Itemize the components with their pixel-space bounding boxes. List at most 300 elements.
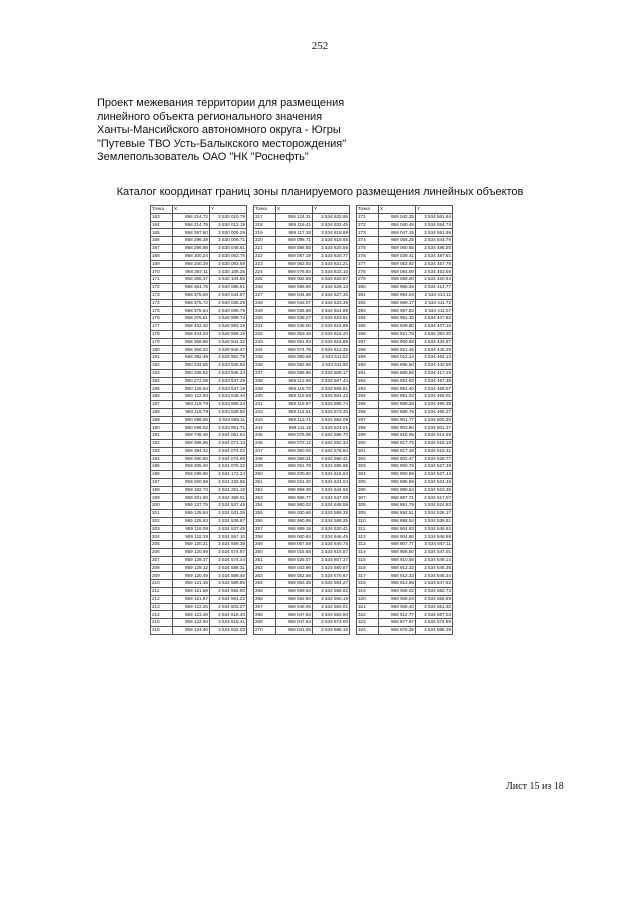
point-cell: 166 bbox=[151, 237, 173, 245]
y-cell: 3 534 071.13 bbox=[210, 439, 247, 447]
point-cell: 252 bbox=[254, 486, 276, 494]
y-cell: 3 534 574.97 bbox=[210, 549, 247, 557]
x-cell: 958 375.51 bbox=[173, 315, 210, 323]
x-cell: 959 118.08 bbox=[173, 525, 210, 533]
coordinate-table bbox=[150, 205, 247, 635]
table-row bbox=[254, 268, 350, 276]
x-cell: 959 039.41 bbox=[379, 252, 416, 260]
table-row bbox=[151, 595, 247, 603]
x-cell: 960 233.85 bbox=[173, 361, 210, 369]
x-cell: 958 913.65 bbox=[379, 580, 416, 588]
y-cell: 3 534 514.59 bbox=[416, 432, 453, 440]
point-cell: 291 bbox=[357, 369, 379, 377]
table-row bbox=[254, 229, 350, 237]
point-cell: 274 bbox=[357, 237, 379, 245]
y-cell: 3 534 578.84 bbox=[313, 447, 350, 455]
x-cell: 958 912.33 bbox=[379, 564, 416, 572]
x-cell: 959 006.04 bbox=[379, 595, 416, 603]
point-cell: 258 bbox=[254, 533, 276, 541]
x-cell: 958 356.32 bbox=[173, 346, 210, 354]
table-row bbox=[151, 330, 247, 338]
y-cell: 3 534 615.89 bbox=[313, 338, 350, 346]
y-cell: 3 534 232.85 bbox=[210, 478, 247, 486]
table-row bbox=[357, 377, 453, 385]
y-cell: 3 534 445.29 bbox=[416, 346, 453, 354]
x-cell: 958 452.32 bbox=[173, 322, 210, 330]
y-cell: 3 530 010.79 bbox=[210, 213, 247, 221]
y-cell: 3 533 647.19 bbox=[210, 385, 247, 393]
x-cell: 960 236.52 bbox=[173, 369, 210, 377]
table-row bbox=[357, 619, 453, 627]
y-cell: 3 524 590.87 bbox=[313, 564, 350, 572]
point-cell: 289 bbox=[357, 354, 379, 362]
point-cell: 316 bbox=[357, 564, 379, 572]
x-cell: 958 916.05 bbox=[379, 432, 416, 440]
point-cell: 230 bbox=[254, 315, 276, 323]
x-cell: 960 119.79 bbox=[173, 400, 210, 408]
point-cell: 242 bbox=[254, 408, 276, 416]
x-cell: 958 921.78 bbox=[379, 330, 416, 338]
y-cell: 3 534 547.11 bbox=[416, 541, 453, 549]
y-cell: 3 534 557.10 bbox=[210, 533, 247, 541]
table-row bbox=[254, 276, 350, 284]
y-cell: 3 530 063.76 bbox=[210, 252, 247, 260]
point-cell: 310 bbox=[357, 517, 379, 525]
y-cell: 3 534 411.07 bbox=[416, 307, 453, 315]
x-cell: 958 965.39 bbox=[379, 283, 416, 291]
x-cell: 959 124.31 bbox=[276, 213, 313, 221]
y-cell: 3 534 618.88 bbox=[313, 229, 350, 237]
y-cell: 3 534 616.20 bbox=[313, 330, 350, 338]
y-cell: 3 534 523.35 bbox=[416, 486, 453, 494]
table-row bbox=[151, 299, 247, 307]
table-row bbox=[151, 432, 247, 440]
point-cell: 195 bbox=[151, 463, 173, 471]
table-row bbox=[357, 432, 453, 440]
point-cell: 163 bbox=[151, 213, 173, 221]
table-row bbox=[357, 424, 453, 432]
point-cell: 175 bbox=[151, 307, 173, 315]
x-cell: 958 904.86 bbox=[379, 533, 416, 541]
y-cell: 3 534 393.20 bbox=[416, 330, 453, 338]
y-cell: 3 534 500.30 bbox=[416, 416, 453, 424]
y-cell: 3 534 074.69 bbox=[210, 455, 247, 463]
table-row bbox=[254, 525, 350, 533]
table-header-row bbox=[254, 206, 350, 214]
point-cell: 264 bbox=[254, 580, 276, 588]
table-row bbox=[151, 603, 247, 611]
x-cell: 959 049.05 bbox=[276, 603, 313, 611]
x-cell: 959 053.48 bbox=[276, 330, 313, 338]
x-cell: 959 129.12 bbox=[173, 564, 210, 572]
point-cell: 213 bbox=[151, 603, 173, 611]
table-row bbox=[254, 471, 350, 479]
y-cell: 3 534 551.30 bbox=[416, 603, 453, 611]
y-cell: 3 534 615.57 bbox=[313, 549, 350, 557]
point-cell: 259 bbox=[254, 541, 276, 549]
y-cell: 3 534 632.03 bbox=[210, 627, 247, 635]
point-cell: 188 bbox=[151, 408, 173, 416]
table-row bbox=[254, 354, 350, 362]
table-row bbox=[254, 291, 350, 299]
point-cell: 223 bbox=[254, 260, 276, 268]
point-cell: 314 bbox=[357, 549, 379, 557]
y-cell: 3 534 535.67 bbox=[210, 517, 247, 525]
x-cell: 959 036.58 bbox=[276, 307, 313, 315]
table-row bbox=[357, 517, 453, 525]
table-row bbox=[151, 502, 247, 510]
y-cell: 3 534 618.41 bbox=[210, 619, 247, 627]
y-cell: 3 530 044.97 bbox=[210, 291, 247, 299]
point-cell: 250 bbox=[254, 471, 276, 479]
point-cell: 256 bbox=[254, 517, 276, 525]
x-cell: 959 122.94 bbox=[173, 619, 210, 627]
x-cell: 959 067.59 bbox=[276, 541, 313, 549]
table-header-row bbox=[357, 206, 453, 214]
x-cell: 959 056.25 bbox=[379, 237, 416, 245]
table-row bbox=[151, 385, 247, 393]
y-cell: 3 530 028.29 bbox=[210, 299, 247, 307]
table-row bbox=[254, 283, 350, 291]
point-cell: 218 bbox=[254, 221, 276, 229]
point-cell: 225 bbox=[254, 276, 276, 284]
table-row bbox=[151, 393, 247, 401]
table-row bbox=[357, 447, 453, 455]
x-cell: 959 394.42 bbox=[173, 447, 210, 455]
point-cell: 294 bbox=[357, 393, 379, 401]
table-row bbox=[357, 307, 453, 315]
point-cell: 269 bbox=[254, 619, 276, 627]
point-cell: 303 bbox=[357, 463, 379, 471]
point-cell: 169 bbox=[151, 260, 173, 268]
point-cell: 319 bbox=[357, 588, 379, 596]
point-cell: 239 bbox=[254, 385, 276, 393]
y-cell: 3 534 524.46 bbox=[416, 478, 453, 486]
table-row bbox=[357, 315, 453, 323]
point-cell: 320 bbox=[357, 595, 379, 603]
y-cell: 3 534 589.40 bbox=[210, 572, 247, 580]
table-row bbox=[151, 322, 247, 330]
x-cell: 959 052.68 bbox=[276, 572, 313, 580]
y-cell: 3 534 574.89 bbox=[416, 619, 453, 627]
point-cell: 196 bbox=[151, 471, 173, 479]
table-row bbox=[254, 502, 350, 510]
point-cell: 206 bbox=[151, 549, 173, 557]
x-cell: 959 044.68 bbox=[276, 291, 313, 299]
y-cell: 3 530 105.26 bbox=[210, 268, 247, 276]
column-header: X bbox=[173, 206, 210, 214]
y-cell: 3 534 595.95 bbox=[313, 463, 350, 471]
x-cell: 959 125.63 bbox=[173, 517, 210, 525]
x-cell: 959 072.12 bbox=[276, 439, 313, 447]
table-row bbox=[254, 549, 350, 557]
x-cell: 958 912.77 bbox=[379, 611, 416, 619]
y-cell: 3 534 251.18 bbox=[210, 486, 247, 494]
table-row bbox=[254, 627, 350, 635]
x-cell: 959 062.59 bbox=[276, 276, 313, 284]
table-row bbox=[254, 416, 350, 424]
table-row bbox=[254, 455, 350, 463]
point-cell: 317 bbox=[357, 572, 379, 580]
table-row bbox=[357, 330, 453, 338]
y-cell: 3 530 093.69 bbox=[210, 260, 247, 268]
y-cell: 3 534 588.29 bbox=[416, 627, 453, 635]
table-row bbox=[254, 330, 350, 338]
table-row bbox=[357, 580, 453, 588]
x-cell: 958 387.11 bbox=[173, 268, 210, 276]
y-cell: 3 534 570.67 bbox=[313, 572, 350, 580]
table-row bbox=[151, 400, 247, 408]
point-cell: 290 bbox=[357, 361, 379, 369]
x-cell: 958 888.28 bbox=[379, 400, 416, 408]
x-cell: 959 054.00 bbox=[379, 268, 416, 276]
y-cell: 3 534 554.74 bbox=[416, 221, 453, 229]
x-cell: 959 116.41 bbox=[276, 221, 313, 229]
point-cell: 202 bbox=[151, 517, 173, 525]
table-row bbox=[151, 369, 247, 377]
table-row bbox=[151, 572, 247, 580]
y-cell: 3 534 464.13 bbox=[416, 354, 453, 362]
x-cell: 959 063.38 bbox=[276, 580, 313, 588]
y-cell: 3 534 574.44 bbox=[210, 556, 247, 564]
table-row bbox=[357, 361, 453, 369]
point-cell: 170 bbox=[151, 268, 173, 276]
x-cell: 959 250.59 bbox=[173, 478, 210, 486]
point-cell: 261 bbox=[254, 556, 276, 564]
table-row bbox=[151, 533, 247, 541]
x-cell: 959 086.55 bbox=[276, 244, 313, 252]
point-cell: 173 bbox=[151, 291, 173, 299]
catalog-title: Каталог координат границ зоны планируемого размещения линейных объектов bbox=[116, 186, 524, 198]
y-cell: 3 534 564.27 bbox=[313, 580, 350, 588]
point-cell: 194 bbox=[151, 455, 173, 463]
y-cell: 3 534 569.39 bbox=[210, 541, 247, 549]
y-cell: 3 529 959.18 bbox=[210, 330, 247, 338]
point-cell: 217 bbox=[254, 213, 276, 221]
x-cell: 959 069.50 bbox=[379, 276, 416, 284]
table-row bbox=[357, 564, 453, 572]
table-row bbox=[151, 283, 247, 291]
point-cell: 318 bbox=[357, 580, 379, 588]
y-cell: 3 534 573.40 bbox=[313, 408, 350, 416]
y-cell: 3 533 636.66 bbox=[210, 361, 247, 369]
point-cell: 200 bbox=[151, 502, 173, 510]
table-row bbox=[254, 385, 350, 393]
x-cell: 958 891.79 bbox=[379, 502, 416, 510]
point-cell: 219 bbox=[254, 229, 276, 237]
y-cell: 3 534 589.85 bbox=[210, 580, 247, 588]
y-cell: 3 534 453.59 bbox=[416, 268, 453, 276]
x-cell: 959 076.92 bbox=[276, 268, 313, 276]
point-cell: 176 bbox=[151, 315, 173, 323]
y-cell: 3 534 075.32 bbox=[210, 463, 247, 471]
x-cell: 958 366.37 bbox=[173, 276, 210, 284]
point-cell: 198 bbox=[151, 486, 173, 494]
table-row bbox=[357, 346, 453, 354]
table-row bbox=[254, 408, 350, 416]
table-row bbox=[151, 517, 247, 525]
coordinate-table bbox=[253, 205, 350, 635]
table-row bbox=[357, 603, 453, 611]
point-cell: 268 bbox=[254, 611, 276, 619]
y-cell: 3 530 008.79 bbox=[210, 307, 247, 315]
y-cell: 3 534 537.49 bbox=[210, 502, 247, 510]
table-row bbox=[151, 564, 247, 572]
y-cell: 3 534 625.67 bbox=[313, 276, 350, 284]
point-cell: 174 bbox=[151, 299, 173, 307]
y-cell: 3 534 604.43 bbox=[313, 393, 350, 401]
column-header: Точка bbox=[151, 206, 173, 214]
header-line: Землепользователь ОАО "НК "Роснефть" bbox=[97, 151, 309, 163]
table-row bbox=[254, 486, 350, 494]
x-cell: 959 299.60 bbox=[173, 471, 210, 479]
table-row bbox=[151, 276, 247, 284]
y-cell: 3 534 646.45 bbox=[313, 533, 350, 541]
point-cell: 309 bbox=[357, 510, 379, 518]
y-cell: 3 534 546.98 bbox=[416, 533, 453, 541]
table-row bbox=[151, 377, 247, 385]
y-cell: 3 534 562.09 bbox=[313, 416, 350, 424]
point-cell: 302 bbox=[357, 455, 379, 463]
y-cell: 3 534 624.04 bbox=[313, 478, 350, 486]
y-cell: 3 534 524.83 bbox=[416, 502, 453, 510]
y-cell: 3 534 609.17 bbox=[313, 369, 350, 377]
x-cell: 960 098.06 bbox=[173, 416, 210, 424]
point-cell: 171 bbox=[151, 276, 173, 284]
x-cell: 960 122.93 bbox=[173, 393, 210, 401]
table-row bbox=[254, 237, 350, 245]
x-cell: 959 042.25 bbox=[379, 213, 416, 221]
table-row bbox=[254, 346, 350, 354]
point-cell: 283 bbox=[357, 307, 379, 315]
x-cell: 958 214.72 bbox=[173, 213, 210, 221]
table-row bbox=[357, 627, 453, 635]
x-cell: 959 006.02 bbox=[379, 588, 416, 596]
y-cell: 3 534 620.77 bbox=[313, 252, 350, 260]
table-row bbox=[357, 494, 453, 502]
point-cell: 311 bbox=[357, 525, 379, 533]
table-row bbox=[254, 447, 350, 455]
x-cell: 959 060.84 bbox=[276, 533, 313, 541]
x-cell: 958 300.24 bbox=[173, 252, 210, 260]
x-cell: 959 061.93 bbox=[276, 338, 313, 346]
table-row bbox=[151, 486, 247, 494]
y-cell: 3 530 009.29 bbox=[210, 229, 247, 237]
y-cell: 3 534 369.01 bbox=[210, 494, 247, 502]
x-cell: 958 904.83 bbox=[379, 525, 416, 533]
y-cell: 3 534 515.18 bbox=[416, 439, 453, 447]
x-cell: 958 891.83 bbox=[379, 377, 416, 385]
y-cell: 3 534 586.74 bbox=[313, 400, 350, 408]
x-cell: 959 030.60 bbox=[276, 471, 313, 479]
x-cell: 958 990.99 bbox=[276, 517, 313, 525]
y-cell: 3 534 527.39 bbox=[416, 463, 453, 471]
point-cell: 214 bbox=[151, 611, 173, 619]
x-cell: 959 075.08 bbox=[276, 432, 313, 440]
table-row bbox=[357, 486, 453, 494]
x-cell: 958 375.72 bbox=[173, 299, 210, 307]
x-cell: 959 060.85 bbox=[379, 244, 416, 252]
table-row bbox=[357, 385, 453, 393]
y-cell: 3 529 962.79 bbox=[210, 354, 247, 362]
x-cell: 959 111.18 bbox=[276, 424, 313, 432]
x-cell: 959 096.96 bbox=[276, 369, 313, 377]
x-cell: 958 891.03 bbox=[379, 393, 416, 401]
x-cell: 959 026.07 bbox=[276, 556, 313, 564]
x-cell: 958 895.59 bbox=[379, 478, 416, 486]
x-cell: 959 124.40 bbox=[173, 627, 210, 635]
table-row bbox=[357, 213, 453, 221]
point-cell: 254 bbox=[254, 502, 276, 510]
y-cell: 3 534 074.02 bbox=[210, 447, 247, 455]
table-row bbox=[151, 471, 247, 479]
y-cell: 3 529 941.32 bbox=[210, 338, 247, 346]
y-cell: 3 534 621.21 bbox=[313, 260, 350, 268]
point-cell: 286 bbox=[357, 330, 379, 338]
point-cell: 238 bbox=[254, 377, 276, 385]
table-row bbox=[151, 525, 247, 533]
y-cell: 3 530 012.19 bbox=[210, 221, 247, 229]
point-cell: 263 bbox=[254, 572, 276, 580]
x-cell: 960 125.64 bbox=[173, 385, 210, 393]
x-cell: 959 006.40 bbox=[379, 603, 416, 611]
point-cell: 240 bbox=[254, 393, 276, 401]
table-row bbox=[254, 252, 350, 260]
point-cell: 215 bbox=[151, 619, 173, 627]
table-row bbox=[254, 603, 350, 611]
point-cell: 312 bbox=[357, 533, 379, 541]
x-cell: 959 115.97 bbox=[276, 400, 313, 408]
point-cell: 275 bbox=[357, 244, 379, 252]
table-row bbox=[357, 595, 453, 603]
table-row bbox=[357, 299, 453, 307]
point-cell: 298 bbox=[357, 424, 379, 432]
y-cell: 3 529 993.29 bbox=[210, 322, 247, 330]
point-cell: 301 bbox=[357, 447, 379, 455]
x-cell: 958 902.47 bbox=[379, 455, 416, 463]
y-cell: 3 534 627.36 bbox=[313, 291, 350, 299]
column-header: Y bbox=[313, 206, 350, 214]
table-row bbox=[254, 580, 350, 588]
x-cell: 959 125.84 bbox=[173, 510, 210, 518]
table-row bbox=[254, 221, 350, 229]
point-cell: 231 bbox=[254, 322, 276, 330]
y-cell: 3 534 411.72 bbox=[416, 299, 453, 307]
y-cell: 3 530 086.61 bbox=[210, 283, 247, 291]
table-row bbox=[254, 533, 350, 541]
x-cell: 958 917.75 bbox=[379, 439, 416, 447]
table-row bbox=[357, 510, 453, 518]
table-row bbox=[151, 268, 247, 276]
table-row bbox=[357, 408, 453, 416]
y-cell: 3 534 586.70 bbox=[313, 432, 350, 440]
y-cell: 3 533 685.24 bbox=[210, 400, 247, 408]
x-cell: 959 137.75 bbox=[173, 502, 210, 510]
point-cell: 172 bbox=[151, 283, 173, 291]
y-cell: 3 534 420.64 bbox=[416, 276, 453, 284]
point-cell: 185 bbox=[151, 385, 173, 393]
x-cell: 958 951.15 bbox=[379, 315, 416, 323]
y-cell: 3 534 624.89 bbox=[313, 307, 350, 315]
y-cell: 3 534 563.01 bbox=[313, 603, 350, 611]
x-cell: 959 059.31 bbox=[276, 455, 313, 463]
y-cell: 3 530 006.71 bbox=[210, 237, 247, 245]
table-row bbox=[357, 237, 453, 245]
point-cell: 288 bbox=[357, 346, 379, 354]
table-row bbox=[357, 541, 453, 549]
x-cell: 958 921.46 bbox=[379, 346, 416, 354]
x-cell: 958 889.76 bbox=[379, 408, 416, 416]
